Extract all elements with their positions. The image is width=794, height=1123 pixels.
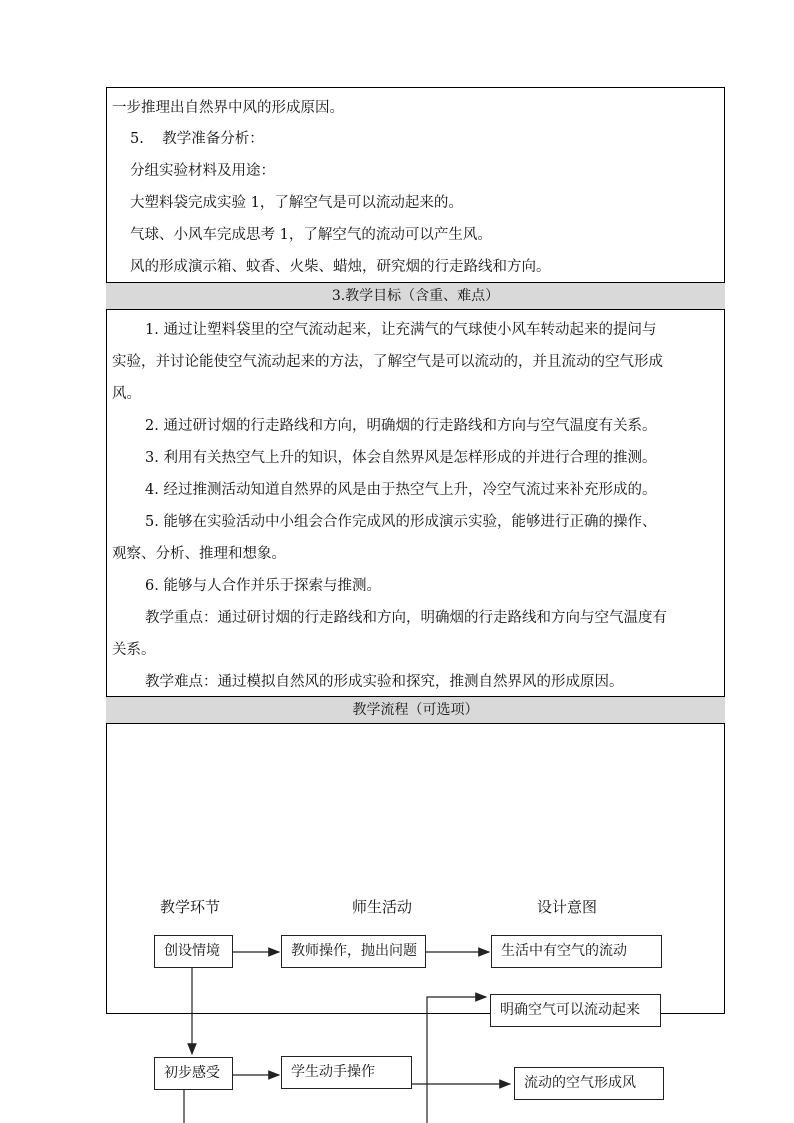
flow-col-header-stage: 教学环节 — [160, 898, 221, 916]
objective-line: 风。 — [112, 386, 141, 402]
key-point-line: 关系。 — [112, 642, 156, 658]
flow-box-air-can-flow: 明确空气可以流动起来 — [490, 994, 661, 1027]
text-line: 5. 教学准备分析： — [130, 131, 264, 147]
arrow-line — [427, 997, 486, 1123]
flow-box-flowing-air-wind: 流动的空气形成风 — [514, 1067, 664, 1100]
objective-line: 实验，并讨论能使空气流动起来的方法，了解空气是可以流动的，并且流动的空气形成 — [112, 354, 663, 370]
objective-line: 5. 能够在实验活动中小组会合作完成风的形成演示实验，能够进行正确的操作、 — [145, 514, 657, 530]
flow-col-header-intent: 设计意图 — [537, 898, 598, 916]
objective-line: 2. 通过研讨烟的行走路线和方向，明确烟的行走路线和方向与空气温度有关系。 — [145, 418, 657, 434]
text-line: 风的形成演示箱、蚊香、火柴、蜡烛，研究烟的行走路线和方向。 — [130, 259, 551, 275]
flow-box-student-operation: 学生动手操作 — [281, 1056, 412, 1089]
objectives-header: 3.教学目标（含重、难点） — [106, 282, 725, 310]
text-line: 一步推理出自然界中风的形成原因。 — [112, 100, 344, 116]
objective-line: 4. 经过推测活动知道自然界的风是由于热空气上升，冷空气流过来补充形成的。 — [145, 482, 657, 498]
key-point-line: 教学重点：通过研讨烟的行走路线和方向，明确烟的行走路线和方向与空气温度有 — [145, 610, 667, 626]
objective-line: 观察、分析、推理和想象。 — [112, 546, 286, 562]
text-line: 气球、小风车完成思考 1，了解空气的流动可以产生风。 — [130, 227, 492, 243]
text-line: 大塑料袋完成实验 1，了解空气是可以流动起来的。 — [130, 195, 463, 211]
flow-box-create-situation: 创设情境 — [154, 935, 233, 968]
difficulty-line: 教学难点：通过模拟自然风的形成实验和探究，推测自然界风的形成原因。 — [145, 674, 624, 690]
objective-line: 1. 通过让塑料袋里的空气流动起来，让充满气的气球使小风车转动起来的提问与 — [145, 322, 657, 338]
flow-box-initial-feeling: 初步感受 — [154, 1057, 233, 1090]
objective-line: 3. 利用有关热空气上升的知识，体会自然界风是怎样形成的并进行合理的推测。 — [145, 450, 657, 466]
objective-line: 6. 能够与人合作并乐于探索与推测。 — [145, 578, 381, 594]
text-line: 分组实验材料及用途： — [130, 163, 275, 179]
flow-box-air-flow-in-life: 生活中有空气的流动 — [491, 935, 662, 968]
flow-box-teacher-operation: 教师操作，抛出问题 — [281, 935, 426, 968]
process-header: 教学流程（可选项） — [106, 696, 725, 724]
flow-col-header-activity: 师生活动 — [352, 898, 413, 916]
